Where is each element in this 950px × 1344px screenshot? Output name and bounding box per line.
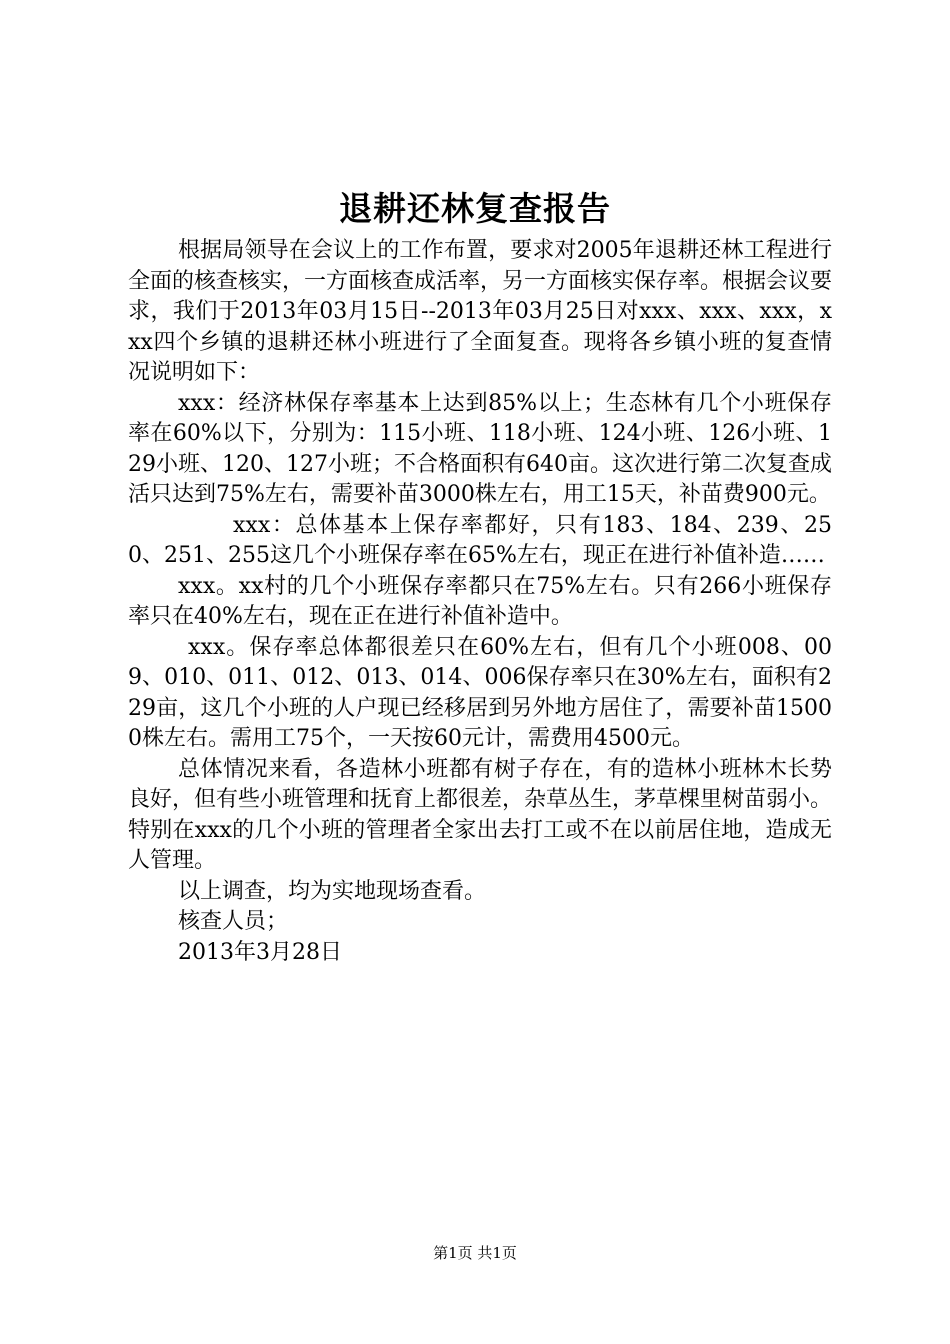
paragraph-summary: 总体情况来看，各造林小班都有树子存在，有的造林小班林木长势良好，但有些小班管理和抚育上都很差，杂草丛生，茅草棵里树苗弱小。特别在xxx的几个小班的管理者全家出去打工或不在以前居住地，造成无人管理。 <box>128 756 833 873</box>
paragraph-inspectors: 核查人员； <box>178 909 289 934</box>
paragraph-intro: 根据局领导在会议上的工作布置，要求对2005年退耕还林工程进行全面的核查核实，一方面核查成活率，另一方面核实保存率。根据会议要求，我们于2013年03月15日--2013年03月25日对xxx、xxx、xxx，xxx四个乡镇的退耕还林小班进行了全面复查。现将各乡镇小班的复查情况说明如下： <box>128 238 833 385</box>
paragraph-survey-note: 以上调查，均为实地现场查看。 <box>178 878 487 904</box>
paragraph-date: 2013年3月28日 <box>178 939 342 965</box>
paragraph-town-3: xxx。xx村的几个小班保存率都只在75%左右。只有266小班保存率只在40%左右，现在正在进行补值补造中。 <box>128 573 832 629</box>
document-body <box>128 236 832 968</box>
page-footer: 第1页 共1页 <box>433 1244 517 1262</box>
document-title: 退耕还林复查报告 <box>339 189 611 228</box>
paragraph-town-2: xxx：总体基本上保存率都好，只有183、184、239、250、251、255这几个小班保存率在65%左右，现正在进行补值补造…… <box>128 512 832 568</box>
paragraph-town-1: xxx：经济林保存率基本上达到85%以上；生态林有几个小班保存率在60%以下，分别为：115小班、118小班、124小班、126小班、129小班、120、127小班；不合格面积有640亩。这次进行第二次复查成活只达到75%左右，需要补苗3000株左右，用工15天，补苗费900元。 <box>128 390 832 507</box>
paragraph-town-4: xxx。保存率总体都很差只在60%左右，但有几个小班008、009、010、011、012、013、014、006保存率只在30%左右，面积有229亩，这几个小班的人户现已经移居到另外地方居住了，需要补苗15000株左右。需用工75个，一天按60元计，需费用4500元。 <box>128 634 832 751</box>
